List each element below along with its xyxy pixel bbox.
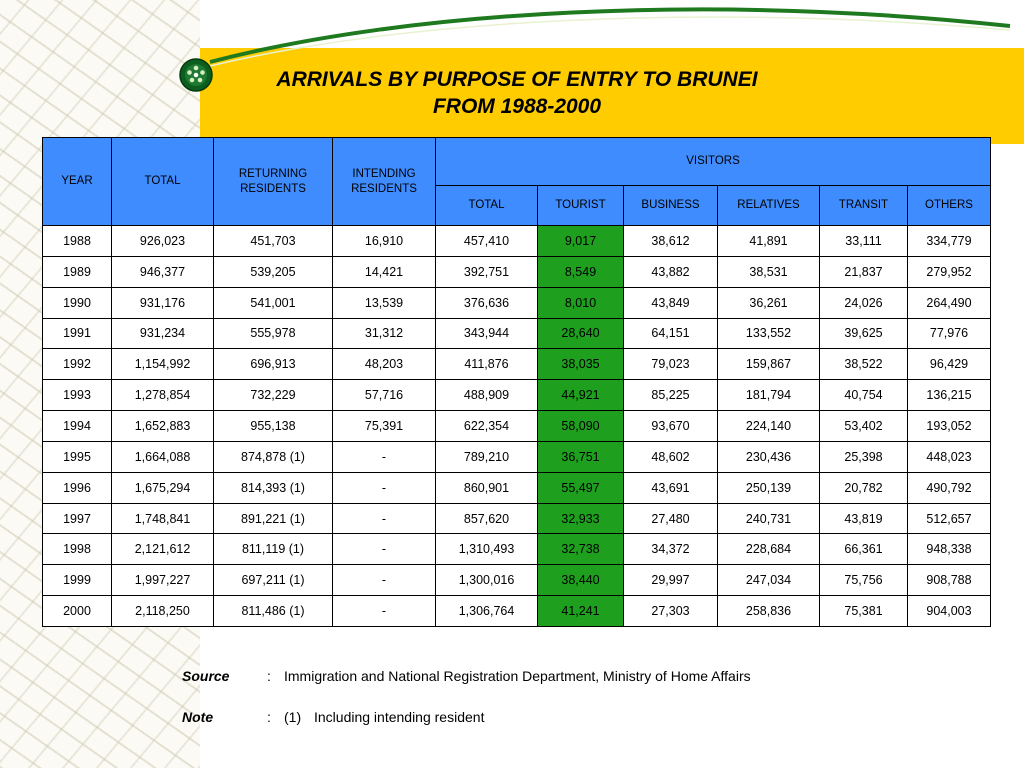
- table-cell: 860,901: [436, 472, 538, 503]
- note-line: [182, 709, 484, 725]
- table-cell: 857,620: [436, 503, 538, 534]
- table-cell: 1,997,227: [112, 565, 214, 596]
- table-cell: 39,625: [820, 318, 908, 349]
- note-colon: :: [267, 709, 271, 725]
- table-cell: 946,377: [112, 256, 214, 287]
- table-cell: 38,035: [538, 349, 624, 380]
- table-cell: 874,878 (1): [214, 441, 333, 472]
- table-cell: 93,670: [624, 411, 718, 442]
- table-cell: 53,402: [820, 411, 908, 442]
- table-cell: 955,138: [214, 411, 333, 442]
- table-cell: 75,381: [820, 596, 908, 627]
- header-returning-residents: RETURNING RESIDENTS: [214, 138, 333, 226]
- table-cell: 1,278,854: [112, 380, 214, 411]
- table-cell: 904,003: [908, 596, 991, 627]
- table-cell: 732,229: [214, 380, 333, 411]
- table-cell: 79,023: [624, 349, 718, 380]
- table-cell: 448,023: [908, 441, 991, 472]
- table-cell: 24,026: [820, 287, 908, 318]
- table-cell: 40,754: [820, 380, 908, 411]
- table-row: [43, 256, 991, 287]
- table-cell: 136,215: [908, 380, 991, 411]
- table-cell: -: [333, 534, 436, 565]
- table-row: [43, 287, 991, 318]
- table-cell: 20,782: [820, 472, 908, 503]
- table-cell: 1994: [43, 411, 112, 442]
- table-cell: 490,792: [908, 472, 991, 503]
- table-row: [43, 503, 991, 534]
- table-cell: 1990: [43, 287, 112, 318]
- arrivals-table: [42, 137, 991, 627]
- table-cell: 789,210: [436, 441, 538, 472]
- table-cell: 64,151: [624, 318, 718, 349]
- table-cell: 34,372: [624, 534, 718, 565]
- table-cell: 926,023: [112, 226, 214, 257]
- table-cell: 451,703: [214, 226, 333, 257]
- table-cell: 1989: [43, 256, 112, 287]
- table-cell: -: [333, 472, 436, 503]
- table-cell: 43,819: [820, 503, 908, 534]
- table-cell: 1997: [43, 503, 112, 534]
- table-cell: 181,794: [718, 380, 820, 411]
- header-transit: TRANSIT: [820, 186, 908, 226]
- table-cell: 33,111: [820, 226, 908, 257]
- table-cell: 228,684: [718, 534, 820, 565]
- table-cell: -: [333, 503, 436, 534]
- table-cell: 250,139: [718, 472, 820, 503]
- table-cell: 96,429: [908, 349, 991, 380]
- table-cell: 28,640: [538, 318, 624, 349]
- table-cell: 1,306,764: [436, 596, 538, 627]
- table-cell: 32,933: [538, 503, 624, 534]
- table-cell: 457,410: [436, 226, 538, 257]
- table-cell: 25,398: [820, 441, 908, 472]
- table-cell: 811,486 (1): [214, 596, 333, 627]
- table-row: [43, 226, 991, 257]
- table-cell: 77,976: [908, 318, 991, 349]
- table-cell: 541,001: [214, 287, 333, 318]
- table-cell: 29,997: [624, 565, 718, 596]
- table-cell: 1988: [43, 226, 112, 257]
- table-cell: 13,539: [333, 287, 436, 318]
- note-number: (1): [284, 709, 302, 725]
- table-cell: 622,354: [436, 411, 538, 442]
- table-cell: 247,034: [718, 565, 820, 596]
- header-year: YEAR: [43, 138, 112, 226]
- table-cell: 1999: [43, 565, 112, 596]
- table-cell: 57,716: [333, 380, 436, 411]
- header-relatives: RELATIVES: [718, 186, 820, 226]
- table-cell: 75,391: [333, 411, 436, 442]
- table-cell: 85,225: [624, 380, 718, 411]
- table-cell: 41,891: [718, 226, 820, 257]
- table-cell: 43,882: [624, 256, 718, 287]
- table-cell: 48,203: [333, 349, 436, 380]
- table-cell: 931,176: [112, 287, 214, 318]
- table-cell: -: [333, 596, 436, 627]
- table-cell: 1,675,294: [112, 472, 214, 503]
- table-cell: 1992: [43, 349, 112, 380]
- table-cell: 16,910: [333, 226, 436, 257]
- table-cell: 343,944: [436, 318, 538, 349]
- table-cell: 43,849: [624, 287, 718, 318]
- header-visitors-total: TOTAL: [436, 186, 538, 226]
- table-cell: 133,552: [718, 318, 820, 349]
- note-text: Including intending resident: [314, 709, 485, 725]
- table-cell: 36,751: [538, 441, 624, 472]
- page-title: [212, 66, 822, 120]
- table-cell: 555,978: [214, 318, 333, 349]
- header-business: BUSINESS: [624, 186, 718, 226]
- table-cell: 811,119 (1): [214, 534, 333, 565]
- table-cell: 75,756: [820, 565, 908, 596]
- table-cell: 66,361: [820, 534, 908, 565]
- table-cell: 1,664,088: [112, 441, 214, 472]
- header-tourist: TOURIST: [538, 186, 624, 226]
- table-cell: 2000: [43, 596, 112, 627]
- table-cell: 2,118,250: [112, 596, 214, 627]
- table-cell: 488,909: [436, 380, 538, 411]
- table-cell: 931,234: [112, 318, 214, 349]
- table-cell: 1998: [43, 534, 112, 565]
- table-cell: 264,490: [908, 287, 991, 318]
- table-cell: 334,779: [908, 226, 991, 257]
- table-cell: -: [333, 565, 436, 596]
- title-line-1: ARRIVALS BY PURPOSE OF ENTRY TO BRUNEI: [276, 68, 758, 91]
- table-row: [43, 318, 991, 349]
- table-cell: 41,241: [538, 596, 624, 627]
- table-cell: 908,788: [908, 565, 991, 596]
- table-cell: 159,867: [718, 349, 820, 380]
- table-cell: 1,652,883: [112, 411, 214, 442]
- table-cell: 58,090: [538, 411, 624, 442]
- table-cell: 38,440: [538, 565, 624, 596]
- table-cell: 697,211 (1): [214, 565, 333, 596]
- table-cell: 279,952: [908, 256, 991, 287]
- table-cell: 55,497: [538, 472, 624, 503]
- table-cell: 696,913: [214, 349, 333, 380]
- table-cell: 14,421: [333, 256, 436, 287]
- table-cell: 1995: [43, 441, 112, 472]
- source-label: Source: [182, 668, 230, 684]
- header-total: TOTAL: [112, 138, 214, 226]
- title-line-2: FROM 1988-2000: [432, 95, 602, 118]
- table-cell: 1,154,992: [112, 349, 214, 380]
- table-cell: 230,436: [718, 441, 820, 472]
- table-row: [43, 349, 991, 380]
- table-cell: 27,480: [624, 503, 718, 534]
- source-line: [182, 668, 751, 684]
- table-cell: -: [333, 441, 436, 472]
- header-visitors: VISITORS: [436, 138, 991, 186]
- table-cell: 891,221 (1): [214, 503, 333, 534]
- source-colon: :: [267, 668, 271, 684]
- table-cell: 31,312: [333, 318, 436, 349]
- table-cell: 48,602: [624, 441, 718, 472]
- table-row: [43, 534, 991, 565]
- table-cell: 1996: [43, 472, 112, 503]
- table-cell: 1,310,493: [436, 534, 538, 565]
- table-cell: 38,612: [624, 226, 718, 257]
- table-cell: 1,300,016: [436, 565, 538, 596]
- table-cell: 240,731: [718, 503, 820, 534]
- table-row: [43, 472, 991, 503]
- table-cell: 38,531: [718, 256, 820, 287]
- table-cell: 392,751: [436, 256, 538, 287]
- table-cell: 539,205: [214, 256, 333, 287]
- table-cell: 32,738: [538, 534, 624, 565]
- table-cell: 43,691: [624, 472, 718, 503]
- header-intending-residents: INTENDING RESIDENTS: [333, 138, 436, 226]
- table-cell: 411,876: [436, 349, 538, 380]
- table-cell: 948,338: [908, 534, 991, 565]
- table-cell: 512,657: [908, 503, 991, 534]
- table-cell: 38,522: [820, 349, 908, 380]
- table-cell: 224,140: [718, 411, 820, 442]
- table-cell: 376,636: [436, 287, 538, 318]
- table-cell: 1993: [43, 380, 112, 411]
- table-cell: 814,393 (1): [214, 472, 333, 503]
- table-cell: 193,052: [908, 411, 991, 442]
- table-row: [43, 441, 991, 472]
- header-others: OTHERS: [908, 186, 991, 226]
- table-cell: 8,549: [538, 256, 624, 287]
- table-row: [43, 596, 991, 627]
- table-row: [43, 565, 991, 596]
- table-row: [43, 380, 991, 411]
- table-cell: 44,921: [538, 380, 624, 411]
- table-cell: 27,303: [624, 596, 718, 627]
- table-body: [43, 226, 991, 627]
- table-cell: 36,261: [718, 287, 820, 318]
- table-cell: 2,121,612: [112, 534, 214, 565]
- table-row: [43, 411, 991, 442]
- table-cell: 258,836: [718, 596, 820, 627]
- table-cell: 9,017: [538, 226, 624, 257]
- source-text: Immigration and National Registration Department, Ministry of Home Affairs: [284, 668, 751, 684]
- note-label: Note: [182, 709, 214, 725]
- table-cell: 8,010: [538, 287, 624, 318]
- globe-logo-icon: [178, 57, 214, 93]
- table-cell: 1,748,841: [112, 503, 214, 534]
- table-cell: 21,837: [820, 256, 908, 287]
- table-cell: 1991: [43, 318, 112, 349]
